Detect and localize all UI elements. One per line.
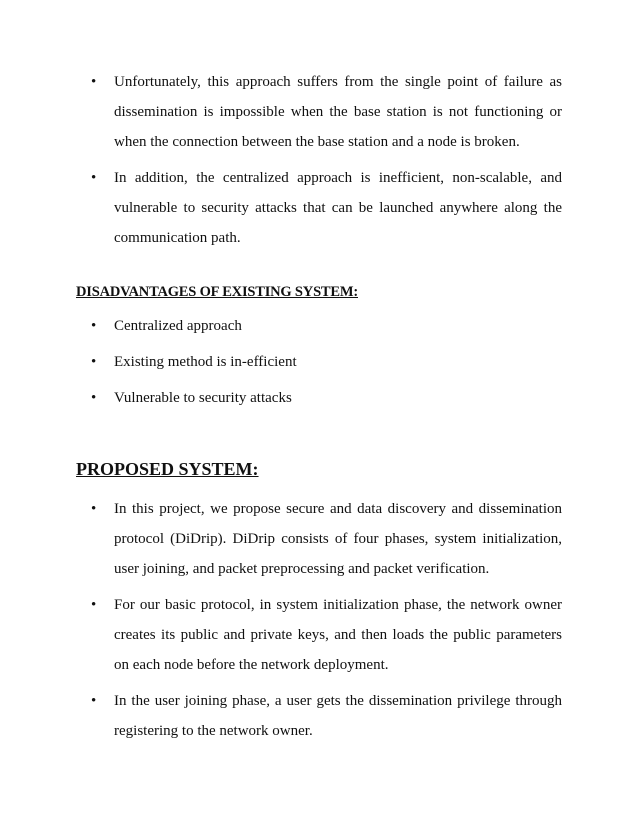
bullet-icon: • bbox=[91, 318, 97, 334]
bullet-text: For our basic protocol, in system initialization phase, the network owner creates its public and private keys, and then loads the public parameters on each node before the network deployment. bbox=[114, 597, 562, 673]
list-item bbox=[0, 67, 638, 157]
list-item bbox=[0, 163, 638, 253]
bullet-icon: • bbox=[91, 597, 97, 613]
proposed-bullet-list bbox=[0, 494, 638, 746]
bullet-text: Centralized approach bbox=[114, 318, 242, 334]
intro-bullet-list bbox=[0, 67, 638, 253]
bullet-icon: • bbox=[91, 170, 97, 186]
bullet-icon: • bbox=[91, 501, 97, 517]
list-item bbox=[0, 383, 638, 413]
bullet-text: In this project, we propose secure and data discovery and dissemination protocol (DiDrip). DiDrip consists of four phases, system initialization, user joining, and packet preprocessing and packet verification. bbox=[114, 501, 562, 577]
bullet-text: Existing method is in-efficient bbox=[114, 354, 297, 370]
bullet-icon: • bbox=[91, 74, 97, 90]
bullet-text: Vulnerable to security attacks bbox=[114, 390, 292, 406]
bullet-icon: • bbox=[91, 693, 97, 709]
proposed-heading: PROPOSED SYSTEM: bbox=[76, 459, 259, 479]
disadvantages-bullet-list bbox=[0, 311, 638, 413]
list-item bbox=[0, 347, 638, 377]
list-item bbox=[0, 494, 638, 584]
bullet-icon: • bbox=[91, 354, 97, 370]
disadvantages-heading: DISADVANTAGES OF EXISTING SYSTEM: bbox=[76, 284, 358, 300]
bullet-text: In addition, the centralized approach is inefficient, non-scalable, and vulnerable to security attacks that can be launched anywhere along the communication path. bbox=[114, 170, 562, 246]
bullet-text: Unfortunately, this approach suffers from the single point of failure as dissemination is impossible when the base station is not functioning or when the connection between the base station and a node is broken. bbox=[114, 74, 562, 150]
bullet-text: In the user joining phase, a user gets the dissemination privilege through registering to the network owner. bbox=[114, 693, 562, 739]
bullet-icon: • bbox=[91, 390, 97, 406]
list-item bbox=[0, 590, 638, 680]
list-item bbox=[0, 686, 638, 746]
list-item bbox=[0, 311, 638, 341]
